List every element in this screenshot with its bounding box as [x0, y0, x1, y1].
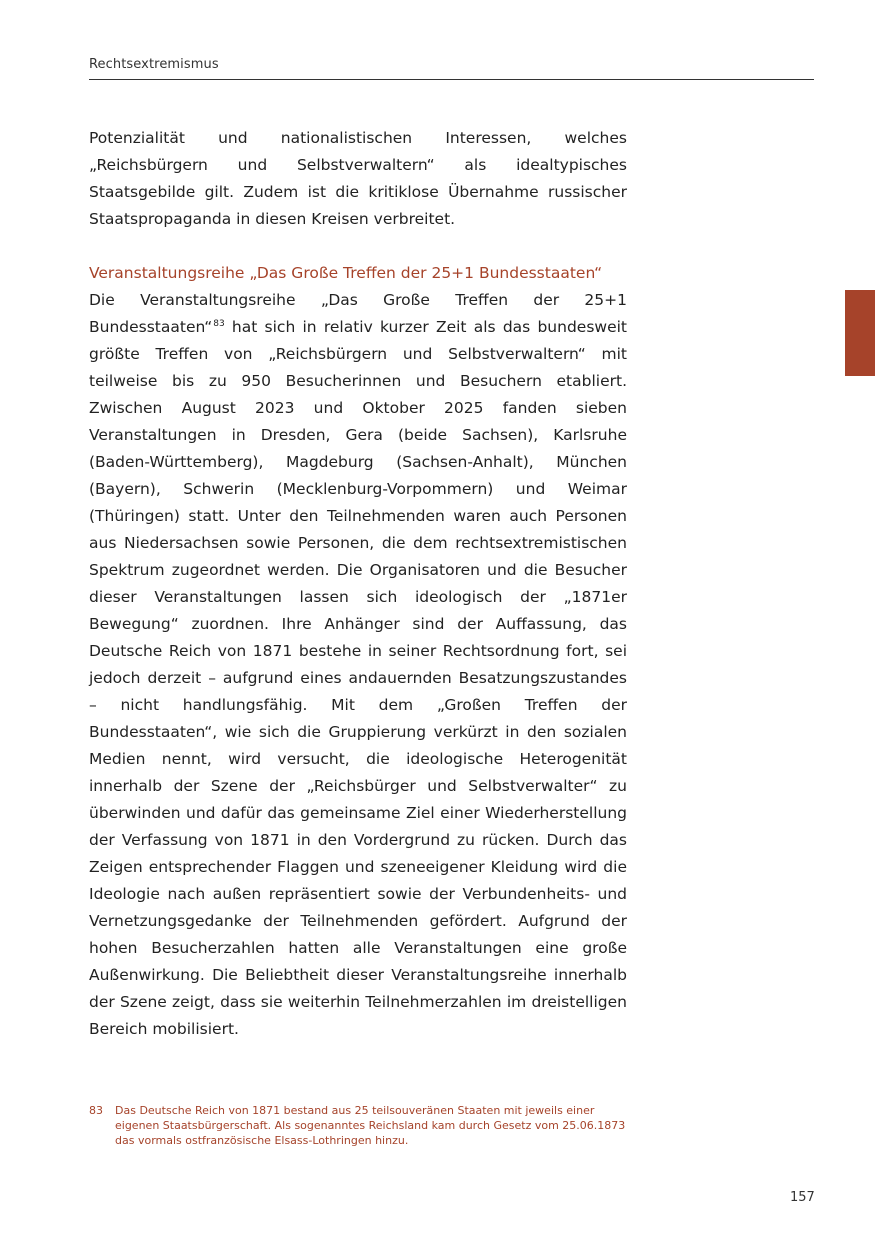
footnote-reference-83[interactable]: 83: [213, 319, 225, 329]
page-number: 157: [790, 1190, 815, 1205]
header-rule: [89, 79, 814, 80]
footnote-83: [89, 1103, 627, 1148]
main-text-column: [89, 125, 627, 1043]
intro-paragraph: Potenzialität und nationalistischen Interessen, welches „Reichsbürgern und Selbstverwaltern“ als idealtypisches Staatsgebilde gilt. Zudem ist die kritiklose Übernahme russischer Staatspropaganda in diesen Kreisen verbreitet.: [89, 129, 627, 228]
paragraph-lead: Die Veranstaltungsreihe „Das Große Treffen der 25+1 Bundesstaaten“: [89, 291, 627, 336]
body-paragraph: [89, 287, 627, 1043]
footnote-number: 83: [89, 1104, 103, 1117]
paragraph-rest: hat sich in relativ kurzer Zeit als das bundesweit größte Treffen von „Reichsbürgern und Selbstverwaltern“ mit teilweise bis zu 950 Besucherinnen und Besuchern etabliert. Zwischen August 2023 und Oktober 2025 fanden sieben Veranstaltungen in Dresden, Gera (beide Sachsen), Karlsruhe (Baden-Württemberg), Magdeburg (Sachsen-Anhalt), München (Bayern), Schwerin (Mecklenburg-Vorpommern) und Weimar (Thüringen) statt. Unter den Teilnehmenden waren auch Personen aus Niedersachsen sowie Personen, die dem rechtsextremistischen Spektrum zugeordnet werden. Die Organisatoren und die Besucher dieser Veranstaltungen lassen sich ideologisch der „1871er Bewegung“ zuordnen. Ihre Anhänger sind der Auffassung, das Deutsche Reich von 1871 bestehe in seiner Rechtsordnung fort, sei jedoch derzeit – aufgrund eines andauernden Besatzungszustandes – nicht handlungsfähig. Mit dem „Großen Treffen der Bundesstaaten“, wie sich die Gruppierung verkürzt in den sozialen Medien nennt, wird versucht, die ideologische Heterogenität innerhalb der Szene der „Reichsbürger und Selbstverwalter“ zu überwinden und dafür das gemeinsame Ziel einer Wiederherstellung der Verfassung von 1871 in den Vordergrund zu rücken. Durch das Zeigen entsprechender Flaggen und szeneeigener Kleidung wird die Ideologie nach außen repräsentiert sowie der Verbundenheits- und Vernetzungsgedanke der Teilnehmenden gefördert. Aufgrund der hohen Besucherzahlen hatten alle Veranstaltungen eine große Außenwirkung. Die Beliebtheit dieser Veranstaltungsreihe innerhalb der Szene zeigt, dass sie weiterhin Teilnehmerzahlen im dreistelligen Bereich mobilisiert.: [89, 318, 627, 1038]
chapter-tab-marker: [845, 290, 875, 376]
footnote-text: Das Deutsche Reich von 1871 bestand aus 25 teilsouveränen Staaten mit jeweils einer eigenen Staatsbürgerschaft. Als sogenanntes Reichsland kam durch Gesetz vom 25.06.1873 das vormals ostfranzösische Elsass-Lothringen hinzu.: [115, 1104, 626, 1147]
running-header: Rechtsextremismus: [89, 57, 219, 72]
section-heading: Veranstaltungsreihe „Das Große Treffen der 25+1 Bundesstaaten“: [89, 264, 603, 282]
